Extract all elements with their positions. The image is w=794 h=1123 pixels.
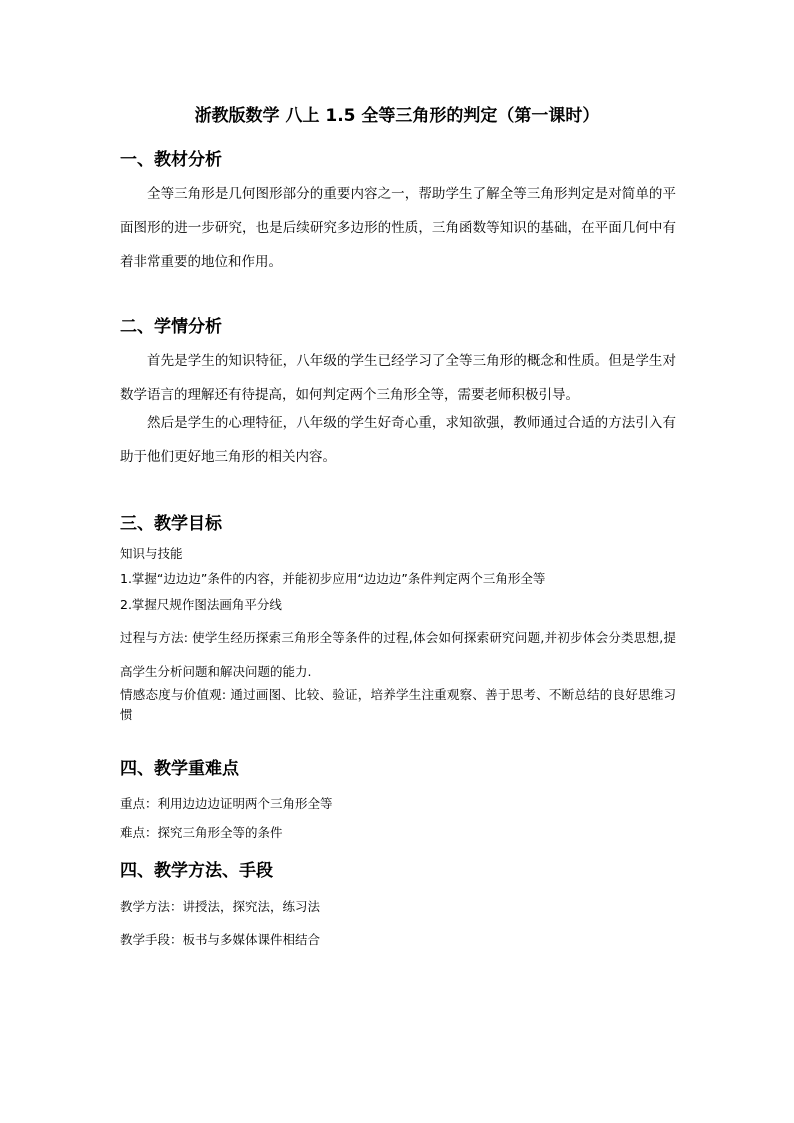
section-heading-student-analysis: 二、学情分析 — [120, 317, 222, 337]
goal-item-1: 1.掌握“边边边”条件的内容，并能初步应用“边边边”条件判定两个三角形全等 — [120, 571, 546, 586]
goal-item-2: 2.掌握尺规作图法画角平分线 — [120, 597, 282, 612]
difficult-point-text: 难点：探究三角形全等的条件 — [120, 825, 283, 840]
key-point-text: 重点：利用边边边证明两个三角形全等 — [120, 796, 333, 811]
section-heading-key-difficult-points: 四、教学重难点 — [120, 759, 239, 779]
teaching-means-text: 教学手段：板书与多媒体课件相结合 — [120, 932, 321, 947]
section-heading-teaching-goals: 三、教学目标 — [120, 514, 222, 534]
section-heading-teaching-methods: 四、教学方法、手段 — [120, 861, 273, 881]
teaching-method-text: 教学方法：讲授法，探究法，练习法 — [120, 899, 321, 914]
knowledge-skills-label: 知识与技能 — [120, 546, 183, 561]
section-heading-textbook-analysis: 一、教材分析 — [120, 150, 222, 170]
document-title: 浙教版数学 八上 1.5 全等三角形的判定（第一课时） — [194, 106, 600, 126]
emotion-values-text: 情感态度与价值观: 通过画图、比较、验证，培养学生注重观察、善于思考、不断总结的良好思维习惯 — [120, 687, 676, 722]
student-analysis-paragraph-1: 首先是学生的知识特征，八年级的学生已经学习了全等三角形的概念和性质。但是学生对数学语言的理解还有待提高，如何判定两个三角形全等，需要老师积极引导。 — [120, 353, 676, 403]
student-analysis-paragraph-2: 然后是学生的心理特征，八年级的学生好奇心重，求知欲强，教师通过合适的方法引入有助于他们更好地三角形的相关内容。 — [120, 415, 676, 465]
textbook-analysis-paragraph: 全等三角形是几何图形部分的重要内容之一，帮助学生了解全等三角形判定是对简单的平面图形的进一步研究，也是后续研究多边形的性质，三角函数等知识的基础，在平面几何中有着非常重要的地位和作用。 — [120, 186, 676, 270]
process-method-text: 过程与方法: 使学生经历探索三角形全等条件的过程,体会如何探索研究问题,并初步体会分类思想,提高学生分析问题和解决问题的能力. — [120, 630, 676, 679]
